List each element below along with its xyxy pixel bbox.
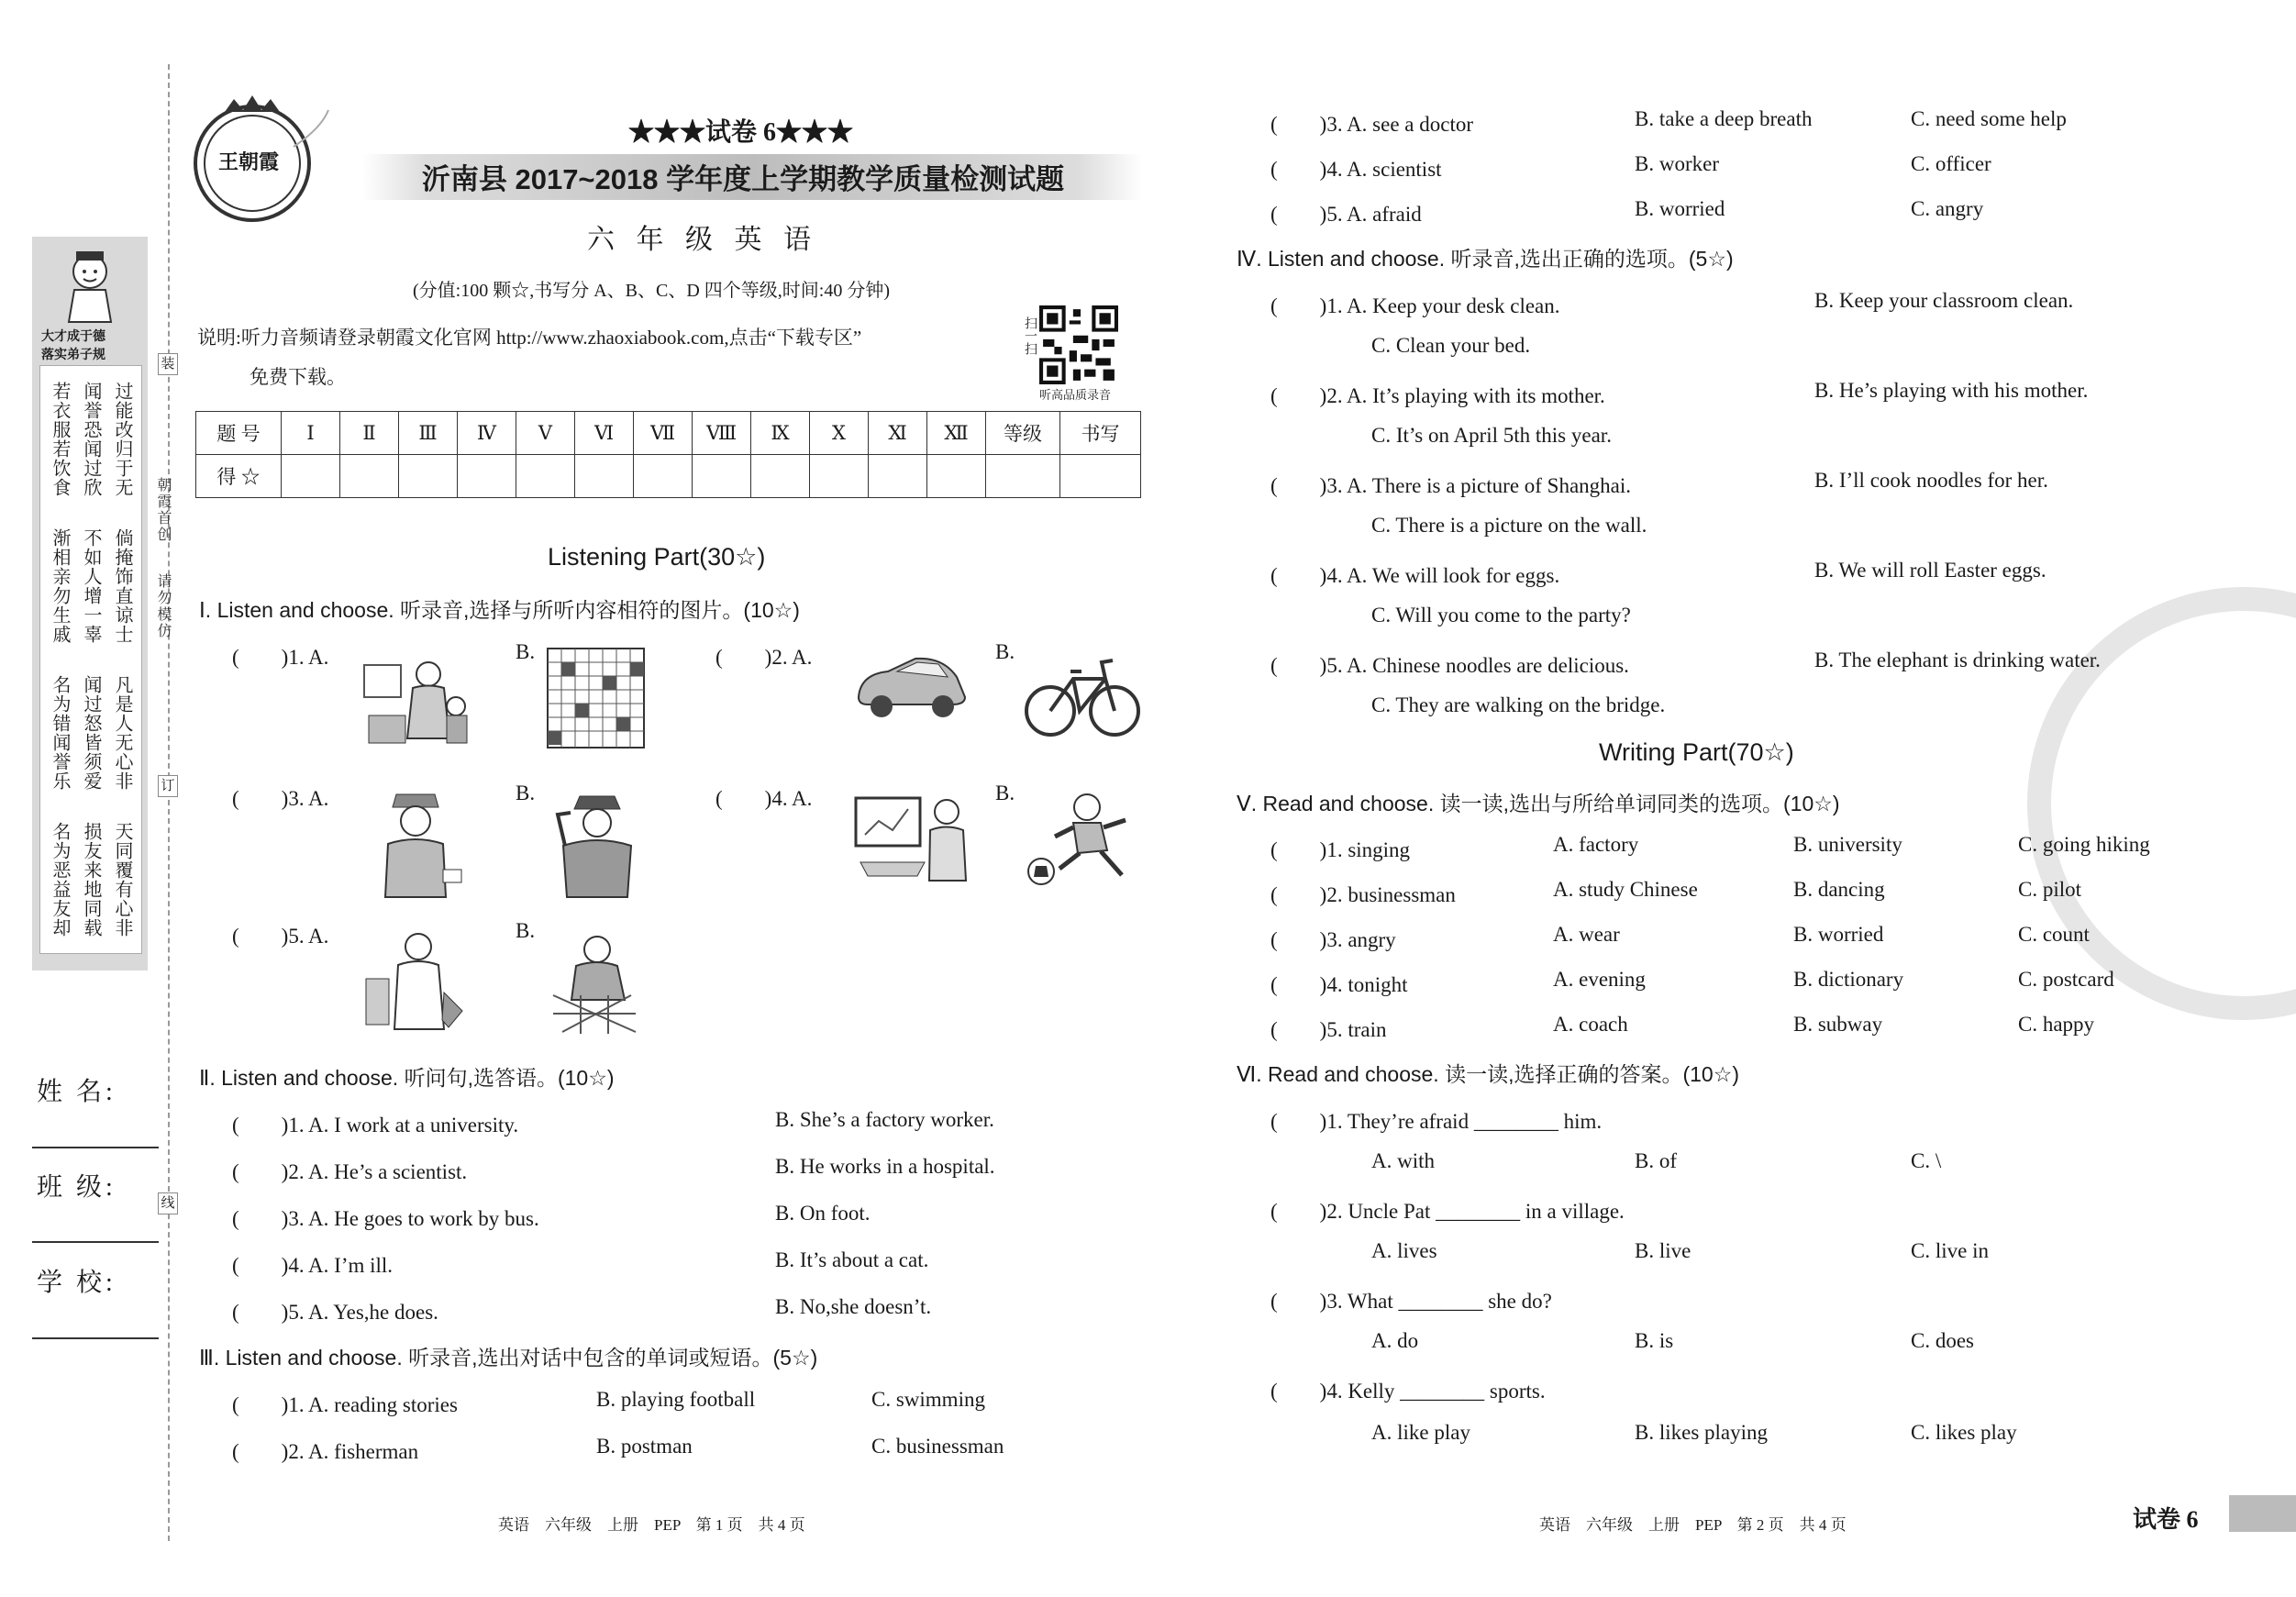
score-cell[interactable] <box>516 455 575 498</box>
table-cell: 得 ☆ <box>196 455 282 498</box>
option-text: C. happy <box>2018 1013 2095 1036</box>
question-text: ( )2. A. He’s a scientist. <box>232 1160 468 1183</box>
question-text: ( )5. A. Yes,he does. <box>232 1301 438 1324</box>
option-text: C. pilot <box>2018 878 2082 901</box>
option-text: C. angry <box>1911 197 1984 220</box>
score-table-score-row <box>196 455 1141 498</box>
section-3-heading: Ⅲ. Listen and choose. 听录音,选出对话中包含的单词或短语。(5☆) <box>199 1346 818 1370</box>
option-text: C. need some help <box>1911 107 2067 130</box>
option-text: B. I’ll cook noodles for her. <box>1814 469 2048 492</box>
section-6-heading: Ⅵ. Read and choose. 读一读,选择正确的答案。(10☆) <box>1237 1062 1739 1086</box>
motto-line: 不如人增一辜 <box>81 528 101 644</box>
option-text: B. Keep your classroom clean. <box>1814 289 2074 312</box>
question-text: ( )3. A. He goes to work by bus. <box>232 1207 539 1230</box>
motto-line: 倘掩饰直谅士 <box>112 528 132 644</box>
option-text: B. likes playing <box>1635 1421 1769 1444</box>
footer-right: 英语 六年级 上册 PEP 第 2 页 共 4 页 <box>1539 1516 1847 1534</box>
option-text: C. does <box>1911 1329 1974 1352</box>
option-text: C. likes play <box>1911 1421 2017 1444</box>
table-cell: Ⅴ <box>516 412 575 455</box>
motto-title-2: 落实弟子规 <box>41 347 105 361</box>
question-text: ( )2. A. fisherman <box>232 1440 419 1463</box>
option-text: C. There is a picture on the wall. <box>1371 514 1647 537</box>
option-text: B. playing football <box>596 1388 756 1411</box>
score-cell[interactable] <box>399 455 458 498</box>
motto-line: 闻过怒皆须爱 <box>81 675 101 791</box>
class-field[interactable] <box>32 1241 159 1243</box>
question-text: ( )1. They’re afraid ________ him. <box>1270 1110 1603 1133</box>
school-label: 学 校: <box>37 1269 116 1297</box>
option-text: C. They are walking on the bridge. <box>1371 693 1666 716</box>
option-label: B. <box>995 782 1015 804</box>
option-label: B. <box>516 640 536 663</box>
bike-picture[interactable] <box>1023 642 1142 743</box>
option-text: C. count <box>2018 923 2090 946</box>
option-text: B. We will roll Easter eggs. <box>1814 559 2046 582</box>
motto-line: 损友来地同载 <box>81 822 101 937</box>
score-info: (分值:100 颗☆,书写分 A、B、C、D 四个等级,时间:40 分钟) <box>413 281 890 301</box>
motto-line: 名为恶益友却 <box>50 822 70 937</box>
question-text: ( )3. A. see a doctor <box>1270 113 1473 136</box>
option-text: A. factory <box>1553 833 1639 856</box>
listening-part-title: Listening Part(30☆) <box>548 543 766 571</box>
table-cell: Ⅶ <box>634 412 693 455</box>
question-text: ( )4. A. We will look for eggs. <box>1270 564 1560 587</box>
question-number: ( )2. A. <box>715 646 813 669</box>
score-cell[interactable] <box>458 455 516 498</box>
question-text: ( )5. train <box>1270 1018 1387 1041</box>
option-text: B. No,she doesn’t. <box>775 1295 932 1318</box>
score-cell[interactable] <box>927 455 986 498</box>
option-text: B. On foot. <box>775 1202 871 1225</box>
motto-title-1: 大才成于德 <box>41 328 105 343</box>
car-picture[interactable] <box>851 651 971 725</box>
option-text: B. worried <box>1793 923 1884 946</box>
option-text: C. Will you come to the party? <box>1371 604 1631 627</box>
option-text: B. She’s a factory worker. <box>775 1108 994 1131</box>
motto-line: 天同覆有心非 <box>112 822 132 937</box>
audio-note-2: 免费下载。 <box>250 366 346 388</box>
question-text: ( )2. A. It’s playing with its mother. <box>1270 384 1605 407</box>
option-text: C. live in <box>1911 1239 1989 1262</box>
section-1-heading: Ⅰ. Listen and choose. 听录音,选择与所听内容相符的图片。(10☆) <box>199 598 800 622</box>
binding-char-box: 装 <box>158 353 178 375</box>
question-text: ( )4. tonight <box>1270 973 1408 996</box>
option-text: B. worker <box>1635 152 1719 175</box>
option-text: B. of <box>1635 1149 1677 1172</box>
option-text: B. dictionary <box>1793 968 1904 991</box>
binding-line <box>168 64 170 1541</box>
name-field[interactable] <box>32 1147 159 1148</box>
exam-title: 沂南县 2017~2018 学年度上学期教学质量检测试题 <box>421 163 1065 195</box>
table-cell: Ⅰ <box>282 412 340 455</box>
writing-part-title: Writing Part(70☆) <box>1599 738 1794 766</box>
vertical-label: 朝霞首创 <box>155 477 171 543</box>
score-cell[interactable] <box>1060 455 1141 498</box>
binding-char-box: 线 <box>158 1192 178 1214</box>
paper-tag-bar <box>2229 1495 2296 1532</box>
table-cell: 等级 <box>986 412 1060 455</box>
score-table <box>195 411 1141 498</box>
table-cell: 书写 <box>1060 412 1141 455</box>
section-5-heading: Ⅴ. Read and choose. 读一读,选出与所给单词同类的选项。(10☆) <box>1237 792 1840 815</box>
section-2-heading: Ⅱ. Listen and choose. 听问句,选答语。(10☆) <box>199 1066 615 1090</box>
table-cell: Ⅵ <box>575 412 634 455</box>
women-cooking-picture[interactable] <box>360 651 479 752</box>
question-text: ( )4. A. scientist <box>1270 158 1442 181</box>
table-cell: Ⅺ <box>869 412 927 455</box>
question-text: ( )3. angry <box>1270 928 1396 951</box>
option-label: B. <box>995 640 1015 663</box>
option-text: C. postcard <box>2018 968 2114 991</box>
subject-title: 六 年 级 英 语 <box>587 225 818 255</box>
question-text: ( )3. A. There is a picture of Shanghai. <box>1270 474 1632 497</box>
class-label: 班 级: <box>37 1173 116 1202</box>
postman-picture[interactable] <box>365 789 466 899</box>
motto-line: 若衣服若饮食 <box>50 382 70 497</box>
motto-line: 闻誉恐闻过欣 <box>81 382 101 497</box>
question-text: ( )3. What ________ she do? <box>1270 1290 1552 1313</box>
logo-text: 王朝霞 <box>218 150 280 173</box>
option-text: B. He works in a hospital. <box>775 1155 995 1178</box>
score-cell[interactable] <box>751 455 810 498</box>
score-cell[interactable] <box>634 455 693 498</box>
option-text: A. study Chinese <box>1553 878 1698 901</box>
option-text: B. dancing <box>1793 878 1885 901</box>
score-cell[interactable] <box>986 455 1060 498</box>
option-label: B. <box>516 919 536 942</box>
question-text: ( )4. Kelly ________ sports. <box>1270 1380 1546 1403</box>
question-number: ( )3. A. <box>232 787 329 810</box>
score-cell[interactable] <box>869 455 927 498</box>
name-label: 姓 名: <box>37 1078 116 1106</box>
score-table-header-row <box>196 412 1141 455</box>
option-text: A. wear <box>1553 923 1620 946</box>
table-cell: Ⅹ <box>810 412 869 455</box>
question-text: ( )1. A. Keep your desk clean. <box>1270 294 1560 317</box>
question-text: ( )5. A. afraid <box>1270 203 1422 226</box>
question-number: ( )1. A. <box>232 646 329 669</box>
question-text: ( )1. singing <box>1270 838 1411 861</box>
footer-left: 英语 六年级 上册 PEP 第 1 页 共 4 页 <box>498 1516 805 1534</box>
audio-note: 说明:听力音频请登录朝霞文化官网 http://www.zhaoxiabook.com,点击“下载专区” <box>197 327 862 349</box>
option-label: B. <box>516 782 536 804</box>
fisherman-picture[interactable] <box>544 931 645 1039</box>
option-text: B. take a deep breath <box>1635 107 1813 130</box>
scientist-picture[interactable] <box>361 928 467 1037</box>
option-text: B. It’s about a cat. <box>775 1248 929 1271</box>
student-cartoon-icon <box>58 244 122 327</box>
qr-side-text: 扫一扫 <box>1023 316 1037 355</box>
binding-char-box: 订 <box>158 775 178 797</box>
school-field[interactable] <box>32 1337 159 1339</box>
vertical-label: 请勿模仿 <box>155 573 171 639</box>
question-number: ( )5. A. <box>232 925 329 948</box>
motto-line: 过能改归于无 <box>112 382 132 497</box>
question-text: ( )2. Uncle Pat ________ in a village. <box>1270 1200 1625 1223</box>
option-text: C. going hiking <box>2018 833 2150 856</box>
section-4-heading: Ⅳ. Listen and choose. 听录音,选出正确的选项。(5☆) <box>1237 247 1734 271</box>
option-text: B. worried <box>1635 197 1725 220</box>
score-cell[interactable] <box>693 455 751 498</box>
police-officer-picture[interactable] <box>545 789 646 899</box>
option-text: A. like play <box>1371 1421 1470 1444</box>
option-text: A. with <box>1371 1149 1435 1172</box>
paper-number: ★★★试卷 6★★★ <box>628 118 854 147</box>
option-text: C. \ <box>1911 1149 1942 1172</box>
score-cell[interactable] <box>810 455 869 498</box>
table-cell: Ⅸ <box>751 412 810 455</box>
score-cell[interactable] <box>282 455 340 498</box>
table-cell: Ⅻ <box>927 412 986 455</box>
paper-tag: 试卷 6 <box>2133 1506 2199 1533</box>
option-text: B. He’s playing with his mother. <box>1814 379 2089 402</box>
option-text: C. It’s on April 5th this year. <box>1371 424 1612 447</box>
option-text: A. coach <box>1553 1013 1628 1036</box>
crossword-grid-picture[interactable] <box>546 647 647 752</box>
motto-panel <box>32 237 148 970</box>
motto-line: 凡是人无心非 <box>112 675 132 791</box>
table-cell: 题 号 <box>196 412 282 455</box>
question-text: ( )1. A. I work at a university. <box>232 1114 519 1137</box>
score-cell[interactable] <box>340 455 399 498</box>
option-text: C. officer <box>1911 152 1991 175</box>
football-player-picture[interactable] <box>1023 791 1142 887</box>
table-cell: Ⅱ <box>340 412 399 455</box>
question-text: ( )5. A. Chinese noodles are delicious. <box>1270 654 1629 677</box>
option-text: C. swimming <box>871 1388 985 1411</box>
option-text: B. postman <box>596 1435 693 1458</box>
option-text: B. subway <box>1793 1013 1883 1036</box>
option-text: B. The elephant is drinking water. <box>1814 649 2101 671</box>
option-text: C. Clean your bed. <box>1371 334 1531 357</box>
question-number: ( )4. A. <box>715 787 813 810</box>
motto-line: 名为错闻誉乐 <box>50 675 70 791</box>
qr-caption: 听高品质录音 <box>1039 388 1112 402</box>
question-text: ( )4. A. I’m ill. <box>232 1254 394 1277</box>
table-cell: Ⅷ <box>693 412 751 455</box>
option-text: B. live <box>1635 1239 1691 1262</box>
table-cell: Ⅳ <box>458 412 516 455</box>
option-text: B. is <box>1635 1329 1674 1352</box>
question-text: ( )1. A. reading stories <box>232 1393 458 1416</box>
option-text: A. do <box>1371 1329 1419 1352</box>
table-cell: Ⅲ <box>399 412 458 455</box>
computer-user-picture[interactable] <box>851 789 971 890</box>
option-text: B. university <box>1793 833 1902 856</box>
question-text: ( )2. businessman <box>1270 883 1456 906</box>
score-cell[interactable] <box>575 455 634 498</box>
option-text: C. businessman <box>871 1435 1004 1458</box>
option-text: A. evening <box>1553 968 1646 991</box>
option-text: A. lives <box>1371 1239 1437 1262</box>
motto-text-box <box>39 365 142 954</box>
qr-code-icon[interactable] <box>1039 305 1118 384</box>
motto-line: 渐相亲勿生戚 <box>50 528 70 644</box>
